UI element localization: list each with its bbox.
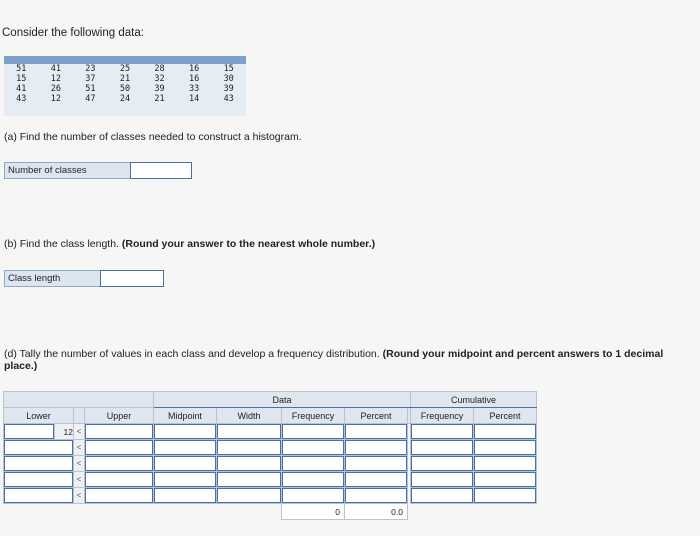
width-input[interactable] [217, 424, 282, 440]
data-value: 47 [85, 94, 96, 104]
part-a-question: (a) Find the number of classes needed to construct a histogram. [4, 131, 302, 143]
cum-frequency-input[interactable] [411, 456, 474, 472]
upper-input[interactable] [85, 440, 154, 456]
part-b-text: (b) Find the class length. [4, 238, 119, 250]
data-row [4, 84, 246, 94]
data-value: 51 [16, 64, 27, 74]
col-frequency: Frequency [282, 408, 345, 424]
data-value: 43 [223, 94, 234, 104]
total-percent: 0.0 [345, 504, 408, 520]
data-value: 37 [85, 74, 96, 84]
totals-spacer [4, 504, 282, 520]
cum-frequency-input[interactable] [411, 488, 474, 504]
frequency-input[interactable] [282, 472, 345, 488]
percent-input[interactable] [345, 456, 408, 472]
table-row [4, 472, 537, 488]
data-value: 15 [16, 74, 27, 84]
class-length-input[interactable] [100, 270, 164, 287]
frequency-distribution-table [3, 391, 537, 520]
col-lower: Lower [4, 408, 74, 424]
data-value: 30 [223, 74, 234, 84]
data-value: 26 [50, 84, 61, 94]
cum-frequency-input[interactable] [411, 424, 474, 440]
group-data-header: Data [154, 392, 411, 408]
data-value: 50 [119, 84, 131, 94]
lt-sign: < [74, 424, 85, 440]
col-width: Width [217, 408, 282, 424]
data-value: 24 [119, 94, 131, 104]
class-length-label: Class length [4, 270, 102, 287]
table-row [4, 424, 537, 440]
midpoint-input[interactable] [154, 472, 217, 488]
data-value: 14 [188, 94, 200, 104]
data-value: 43 [16, 94, 27, 104]
percent-input[interactable] [345, 440, 408, 456]
midpoint-input[interactable] [154, 424, 217, 440]
data-value: 41 [50, 64, 61, 74]
col-cum-frequency: Frequency [411, 408, 474, 424]
group-cumulative-header: Cumulative [411, 392, 537, 408]
col-midpoint: Midpoint [154, 408, 217, 424]
cum-percent-input[interactable] [474, 488, 537, 504]
cum-percent-input[interactable] [474, 456, 537, 472]
percent-input[interactable] [345, 488, 408, 504]
data-row [4, 94, 246, 104]
part-d-question [4, 348, 694, 372]
lower-input[interactable] [4, 440, 74, 456]
data-value: 16 [188, 74, 200, 84]
part-b-question [4, 238, 375, 250]
midpoint-input[interactable] [154, 440, 217, 456]
width-input[interactable] [217, 488, 282, 504]
upper-input[interactable] [85, 472, 154, 488]
table-row [4, 440, 537, 456]
data-value: 12 [50, 74, 61, 84]
total-frequency: 0 [282, 504, 345, 520]
upper-input[interactable] [85, 424, 154, 440]
data-value: 16 [188, 64, 200, 74]
table-row [4, 488, 537, 504]
cum-percent-input[interactable] [474, 424, 537, 440]
col-upper: Upper [85, 408, 154, 424]
width-input[interactable] [217, 472, 282, 488]
table-row [4, 456, 537, 472]
number-of-classes-label: Number of classes [4, 162, 134, 179]
totals-spacer-right [408, 504, 537, 520]
data-value: 39 [154, 84, 165, 94]
data-value: 28 [154, 64, 165, 74]
frequency-input[interactable] [282, 488, 345, 504]
frequency-input[interactable] [282, 456, 345, 472]
part-b-note: (Round your answer to the nearest whole number.) [121, 238, 376, 250]
data-value: 12 [50, 94, 61, 104]
percent-input[interactable] [345, 424, 408, 440]
data-value: 25 [119, 64, 131, 74]
cum-percent-input[interactable] [474, 472, 537, 488]
data-value: 15 [223, 64, 234, 74]
lower-input[interactable] [4, 488, 74, 504]
percent-input[interactable] [345, 472, 408, 488]
data-value: 41 [16, 84, 27, 94]
data-values-table [4, 56, 246, 116]
frequency-input[interactable] [282, 424, 345, 440]
part-d-text: (d) Tally the number of values in each class and develop a frequency distribution. [4, 348, 380, 360]
part-d-note: (Round your midpoint and percent answers to 1 decimal place.) [4, 348, 664, 372]
width-input[interactable] [217, 440, 282, 456]
data-value: 21 [154, 94, 165, 104]
cum-frequency-input[interactable] [411, 472, 474, 488]
lt-sign: < [74, 440, 85, 456]
lt-sign: < [74, 488, 85, 504]
width-input[interactable] [217, 456, 282, 472]
header-spacer [4, 392, 154, 408]
col-lt-spacer [74, 408, 85, 424]
intro-text: Consider the following data: [2, 27, 144, 39]
data-value: 51 [85, 84, 96, 94]
upper-input[interactable] [85, 456, 154, 472]
midpoint-input[interactable] [154, 488, 217, 504]
lower-input[interactable] [4, 472, 74, 488]
col-cum-percent: Percent [474, 408, 537, 424]
col-percent: Percent [345, 408, 408, 424]
data-value: 39 [223, 84, 234, 94]
data-value: 23 [85, 64, 96, 74]
upper-input[interactable] [85, 488, 154, 504]
frequency-input[interactable] [282, 440, 345, 456]
number-of-classes-input[interactable] [130, 162, 192, 179]
data-row [4, 74, 246, 84]
first-lower-value: 12 [55, 424, 74, 440]
data-value: 33 [188, 84, 200, 94]
data-value: 21 [119, 74, 131, 84]
cum-frequency-input[interactable] [411, 440, 474, 456]
lower-input[interactable] [4, 424, 55, 440]
midpoint-input[interactable] [154, 456, 217, 472]
data-value: 32 [154, 74, 165, 84]
lt-sign: < [74, 472, 85, 488]
cum-percent-input[interactable] [474, 440, 537, 456]
lower-input[interactable] [4, 456, 74, 472]
data-row [4, 64, 246, 74]
lt-sign: < [74, 456, 85, 472]
